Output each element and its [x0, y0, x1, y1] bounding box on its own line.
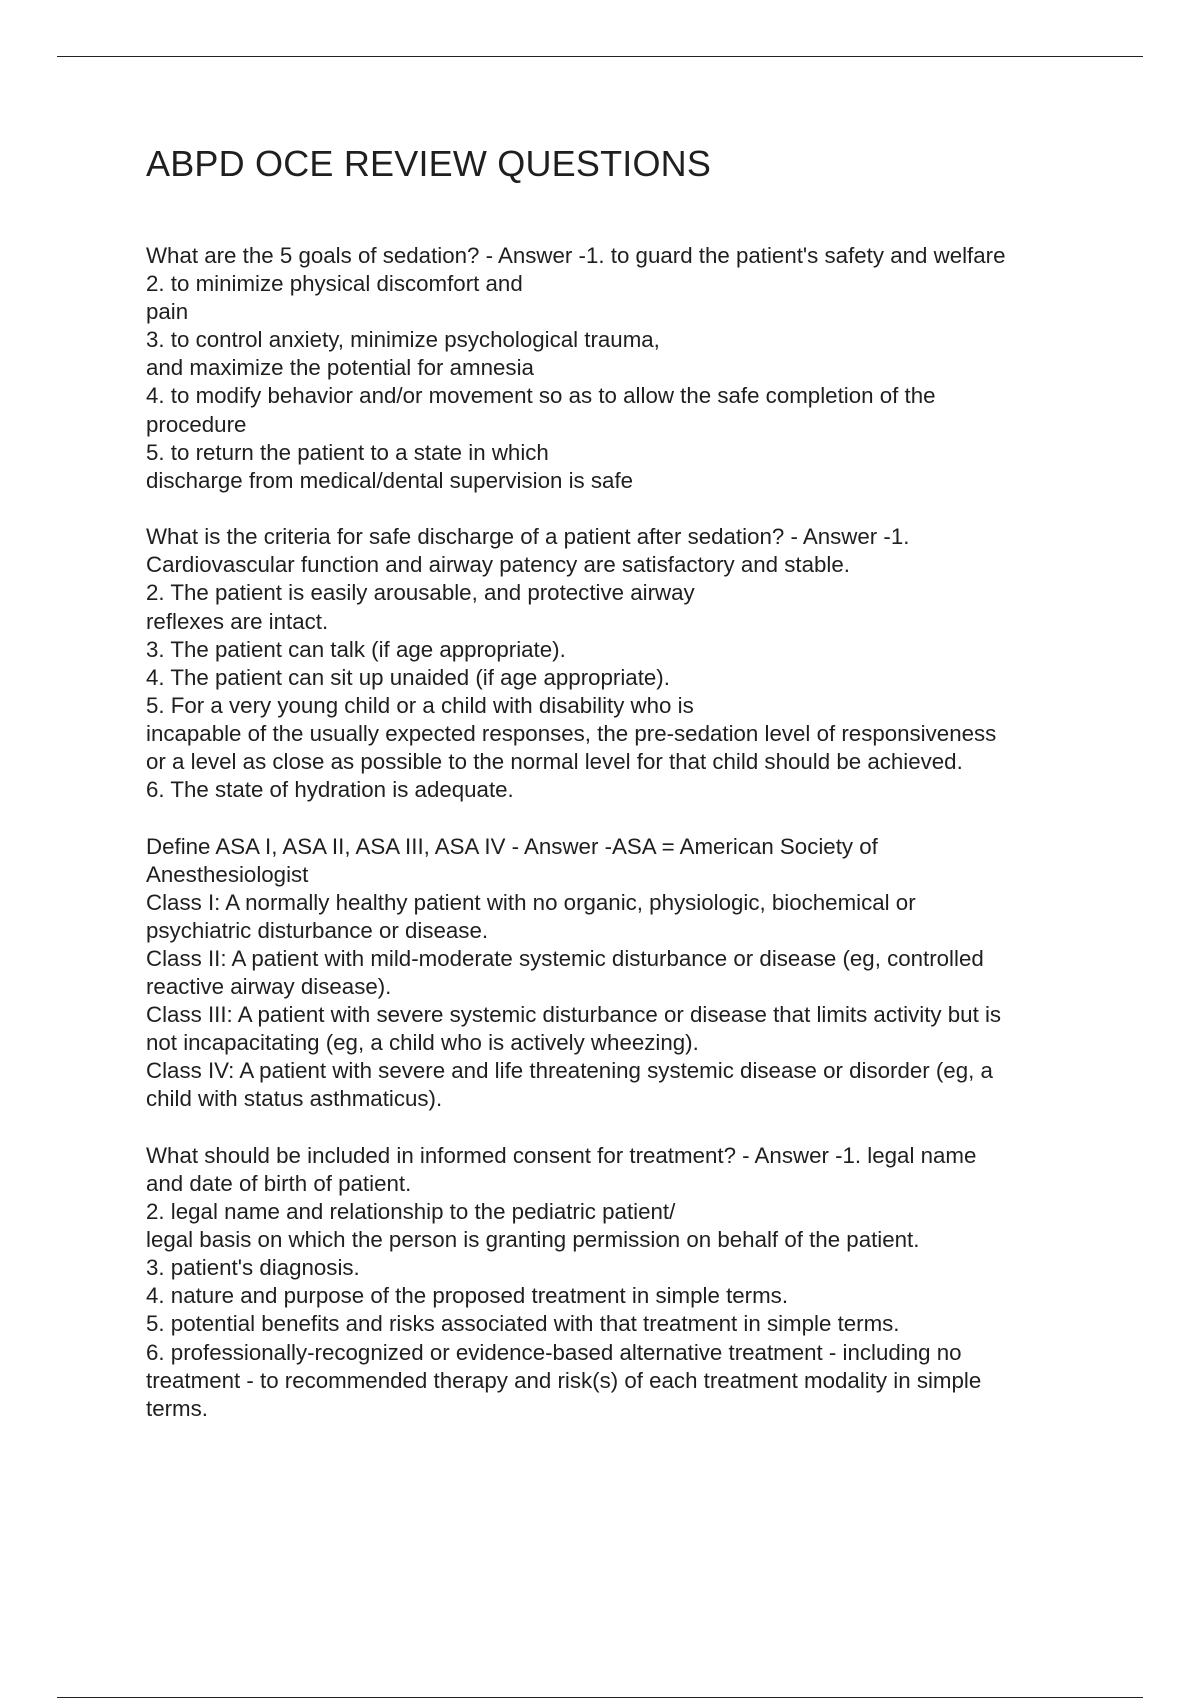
text-line: What is the criteria for safe discharge of a patient after sedation? - Answer -1.: [146, 524, 910, 550]
text-line: 4. The patient can sit up unaided (if age appropriate).: [146, 664, 670, 690]
text-line: 5. to return the patient to a state in which: [146, 439, 549, 465]
text-line: child with status asthmaticus).: [146, 1086, 443, 1112]
text-line: 3. The patient can talk (if age appropriate).: [146, 636, 566, 662]
text-line: procedure: [146, 411, 247, 437]
text-line: 3. to control anxiety, minimize psychological trauma,: [146, 327, 660, 353]
text-line: or a level as close as possible to the normal level for that child should be achieved.: [146, 748, 963, 774]
qa-entry-asa-classes: [146, 833, 1005, 1114]
text-line: Define ASA I, ASA II, ASA III, ASA IV - Answer -ASA = American Society of: [146, 833, 878, 859]
text-line: 2. to minimize physical discomfort and: [146, 271, 523, 297]
top-rule: [57, 56, 1143, 57]
text-line: 4. nature and purpose of the proposed treatment in simple terms.: [146, 1283, 789, 1309]
bottom-rule: [57, 1697, 1143, 1698]
document-title: ABPD OCE REVIEW QUESTIONS: [146, 143, 712, 184]
text-line: 2. The patient is easily arousable, and protective airway: [146, 580, 695, 606]
text-line: What should be included in informed consent for treatment? - Answer -1. legal name: [146, 1142, 977, 1168]
qa-list: [146, 242, 1005, 1451]
text-line: pain: [146, 299, 189, 325]
text-line: 5. potential benefits and risks associated with that treatment in simple terms.: [146, 1311, 900, 1337]
text-line: Class III: A patient with severe systemic disturbance or disease that limits activity but is: [146, 1002, 1002, 1028]
text-line: Anesthesiologist: [146, 861, 309, 887]
text-line: and date of birth of patient.: [146, 1170, 412, 1196]
text-line: legal basis on which the person is granting permission on behalf of the patient.: [146, 1227, 920, 1253]
text-line: reactive airway disease).: [146, 974, 392, 1000]
text-line: not incapacitating (eg, a child who is actively wheezing).: [146, 1030, 699, 1056]
text-line: Cardiovascular function and airway patency are satisfactory and stable.: [146, 552, 850, 578]
text-line: and maximize the potential for amnesia: [146, 355, 534, 381]
text-line: Class I: A normally healthy patient with no organic, physiologic, biochemical or: [146, 889, 916, 915]
text-line: discharge from medical/dental supervision is safe: [146, 467, 634, 493]
qa-entry-informed-consent: [146, 1142, 1005, 1423]
text-line: 6. The state of hydration is adequate.: [146, 777, 514, 803]
text-line: terms.: [146, 1395, 208, 1421]
text-line: Class II: A patient with mild-moderate systemic disturbance or disease (eg, controlled: [146, 945, 984, 971]
text-line: reflexes are intact.: [146, 608, 329, 634]
text-line: 2. legal name and relationship to the pediatric patient/: [146, 1199, 676, 1225]
text-line: psychiatric disturbance or disease.: [146, 917, 489, 943]
qa-entry-sedation-goals: [146, 242, 1005, 495]
text-line: 4. to modify behavior and/or movement so as to allow the safe completion of the: [146, 383, 936, 409]
text-line: 5. For a very young child or a child with disability who is: [146, 692, 694, 718]
text-line: incapable of the usually expected responses, the pre-sedation level of responsiveness: [146, 720, 997, 746]
text-line: What are the 5 goals of sedation? - Answer -1. to guard the patient's safety and welfare: [146, 243, 1006, 268]
qa-entry-discharge-criteria: [146, 523, 1005, 804]
text-line: 3. patient's diagnosis.: [146, 1255, 360, 1281]
text-line: treatment - to recommended therapy and risk(s) of each treatment modality in simple: [146, 1367, 982, 1393]
text-line: 6. professionally-recognized or evidence-based alternative treatment - including no: [146, 1339, 962, 1365]
text-line: Class IV: A patient with severe and life threatening systemic disease or disorder (eg, a: [146, 1058, 993, 1084]
